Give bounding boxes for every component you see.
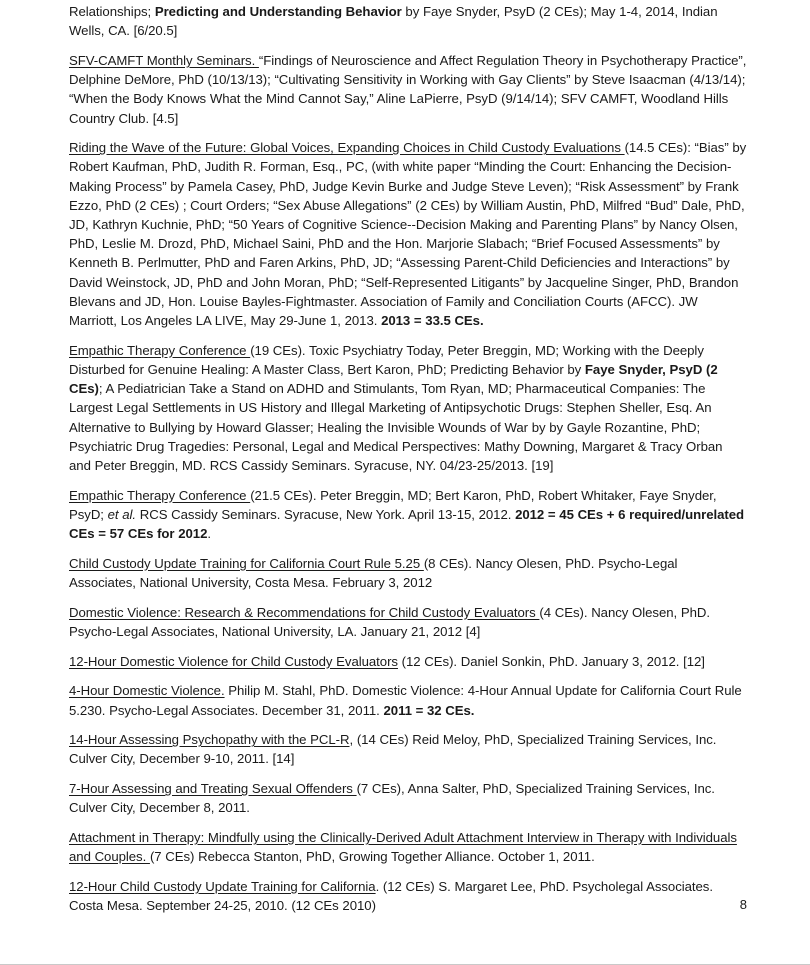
- document-body: [69, 2, 747, 915]
- paragraph-sfv-camft-monthly-seminars: [69, 51, 747, 128]
- text-run: Child Custody Update Training for California Court Rule 5.25: [69, 555, 424, 571]
- text-run: Philip M. Stahl, PhD. Domestic Violence: 4-Hour Annual Update for California Court Rule 5.230. Psycho-Legal Associates. December 31, 2011.: [69, 683, 742, 718]
- text-run: 12-Hour Child Custody Update Training for California: [69, 878, 376, 894]
- paragraph-empathic-therapy-conference-2012: [69, 486, 747, 544]
- text-run: Relationships;: [69, 4, 155, 19]
- text-run: (8 CEs). Nancy Olesen, PhD. Psycho-Legal Associates, National University, Costa Mesa. February 3, 2012: [69, 555, 678, 590]
- text-run: Domestic Violence: Research & Recommendations for Child Custody Evaluators: [69, 604, 540, 620]
- text-run: Attachment in Therapy: Mindfully using the Clinically-Derived Adult Attachment Interview in Therapy with Individuals and Couples.: [69, 830, 737, 865]
- paragraph-4-hour-domestic-violence: [69, 681, 747, 719]
- paragraph-riding-the-wave-of-the-future: [69, 138, 747, 330]
- text-run: ; A Pediatrician Take a Stand on ADHD and Stimulants, Tom Ryan, MD; Pharmaceutical Companies: The Largest Legal Settlements in US History and Illegal Marketing of Antipsychotic Drugs: Stephen Sheller, Esq. An Alternative to Bullying by Howard Glasser; Healing the Invisible Wounds of War by by Gayle Rozantine, PhD; Psychiatric Drug Tragedies: Personal, Legal and Medical Perspectives: Mathy Downing, Margaret & Tracy Orban and Peter Breggin, MD. RCS Cassidy Seminars. Syracuse, NY. 04/23-25/2013. [19]: [69, 381, 723, 473]
- text-run: 2012 = 45 CEs + 6 required/unrelated CEs = 57 CEs for 2012: [69, 506, 745, 542]
- text-run: RCS Cassidy Seminars. Syracuse, New York. April 13-15, 2012.: [136, 506, 516, 522]
- text-run: 7-Hour Assessing and Treating Sexual Offenders: [69, 781, 357, 797]
- text-run: . (12 CEs) S. Margaret Lee, PhD. Psycholegal Associates. Costa Mesa. September 24-25, 2010. (12 CEs 2010): [69, 878, 713, 914]
- text-run: 4-Hour Domestic Violence.: [69, 683, 225, 699]
- text-run: (21.5 CEs). Peter Breggin, MD; Bert Karon, PhD, Robert Whitaker, Faye Snyder, PsyD;: [69, 487, 717, 522]
- paragraph-attachment-in-therapy: [69, 828, 747, 866]
- text-run: 14-Hour Assessing Psychopathy with the PCL-R: [69, 732, 350, 748]
- paragraph-empathic-therapy-conference-2013: [69, 341, 747, 475]
- paragraph-7-hour-assessing-treating-sexual-offenders: [69, 779, 747, 817]
- text-run: (7 CEs) Rebecca Stanton, PhD, Growing Together Alliance. October 1, 2011.: [149, 849, 595, 865]
- paragraph-child-custody-update-rule-5-25: [69, 554, 747, 592]
- text-run: 2013 = 33.5 CEs.: [381, 313, 484, 329]
- page-number: 8: [739, 897, 747, 912]
- paragraph-12-hour-domestic-violence: [69, 652, 747, 671]
- text-run: Empathic Therapy Conference: [69, 487, 251, 503]
- text-run: 12-Hour Domestic Violence for Child Custody Evaluators: [69, 653, 398, 669]
- paragraph-predicting-behavior: [69, 2, 747, 40]
- paragraph-14-hour-assessing-psychopathy-pcl-r: [69, 730, 747, 768]
- text-run: Empathic Therapy Conference: [69, 342, 251, 358]
- text-run: Riding the Wave of the Future: Global Voices, Expanding Choices in Child Custody Evaluations: [69, 140, 625, 156]
- text-run: Predicting and Understanding Behavior: [154, 4, 402, 19]
- text-run: (7 CEs), Anna Salter, PhD, Specialized Training Services, Inc. Culver City, December 8, 2011.: [69, 781, 715, 816]
- text-run: .: [207, 526, 211, 542]
- text-run: 2011 = 32 CEs.: [383, 702, 475, 718]
- text-run: , (14 CEs) Reid Meloy, PhD, Specialized Training Services, Inc. Culver City, December 9-10, 2011. [14]: [69, 732, 717, 767]
- text-run: (12 CEs). Daniel Sonkin, PhD. January 3, 2012. [12]: [397, 653, 705, 669]
- text-run: “Findings of Neuroscience and Affect Regulation Theory in Psychotherapy Practice”, Delphine DeMore, PhD (10/13/13); “Cultivating Sensitivity in Working with Gay Clients” by Steve Isaacman (4/13/14); “When the Body Knows What the Mind Cannot Say,” Aline LaPierre, PsyD (9/14/14); SFV CAMFT, Woodland Hills Country Club. [4.5]: [69, 52, 747, 126]
- text-run: et al.: [107, 506, 137, 522]
- text-run: (4 CEs). Nancy Olesen, PhD. Psycho-Legal Associates, National University, LA. January 21, 2012 [4]: [69, 604, 710, 639]
- text-run: SFV-CAMFT Monthly Seminars.: [69, 52, 259, 68]
- text-run: by Faye Snyder, PsyD (2 CEs); May 1-4, 2014, Indian Wells, CA. [6/20.5]: [69, 4, 718, 39]
- text-run: (14.5 CEs): “Bias” by Robert Kaufman, PhD, Judith R. Forman, Esq., PC, (with white paper “Minding the Court: Enhancing the Decision-Making Process” by Pamela Casey, PhD, Judge Kevin Burke and Judge Steve Leven); “Risk Assessment” by Frank Ezzo, PhD (2 CEs) ; Court Orders; “Sex Abuse Allegations” (2 CEs) by William Austin, PhD, Milfred “Bud” Dale, PhD, JD, Kathryn Kuchnie, PhD; “50 Years of Cognitive Science--Decision Making and Parenting Plans” by Nancy Olsen, PhD, Leslie M. Drozd, PhD, Michael Saini, PhD and the Hon. Marjorie Slabach; “Brief Focused Assessments” by Kenneth B. Perlmutter, PhD and Faren Arkins, PhD, JD; “Assessing Parent-Child Deficiencies and Interactions” by David Weinstock, JD, PhD and John Moran, PhD; “Self-Represented Litigants” by Jacqueline Singer, PhD, Brandon Blevans and JD, Hon. Louise Bayles-Fightmaster. Association of Family and Conciliation Courts (AFCC). JW Marriott, Los Angeles LA LIVE, May 29-June 1, 2013.: [69, 140, 747, 329]
- paragraph-domestic-violence-research-recommendations: [69, 603, 747, 641]
- text-run: Faye Snyder, PsyD (2 CEs): [69, 361, 718, 397]
- text-run: (19 CEs). Toxic Psychiatry Today, Peter Breggin, MD; Working with the Deeply Disturbed for Genuine Healing: A Master Class, Bert Karon, PhD; Predicting Behavior by: [69, 342, 704, 377]
